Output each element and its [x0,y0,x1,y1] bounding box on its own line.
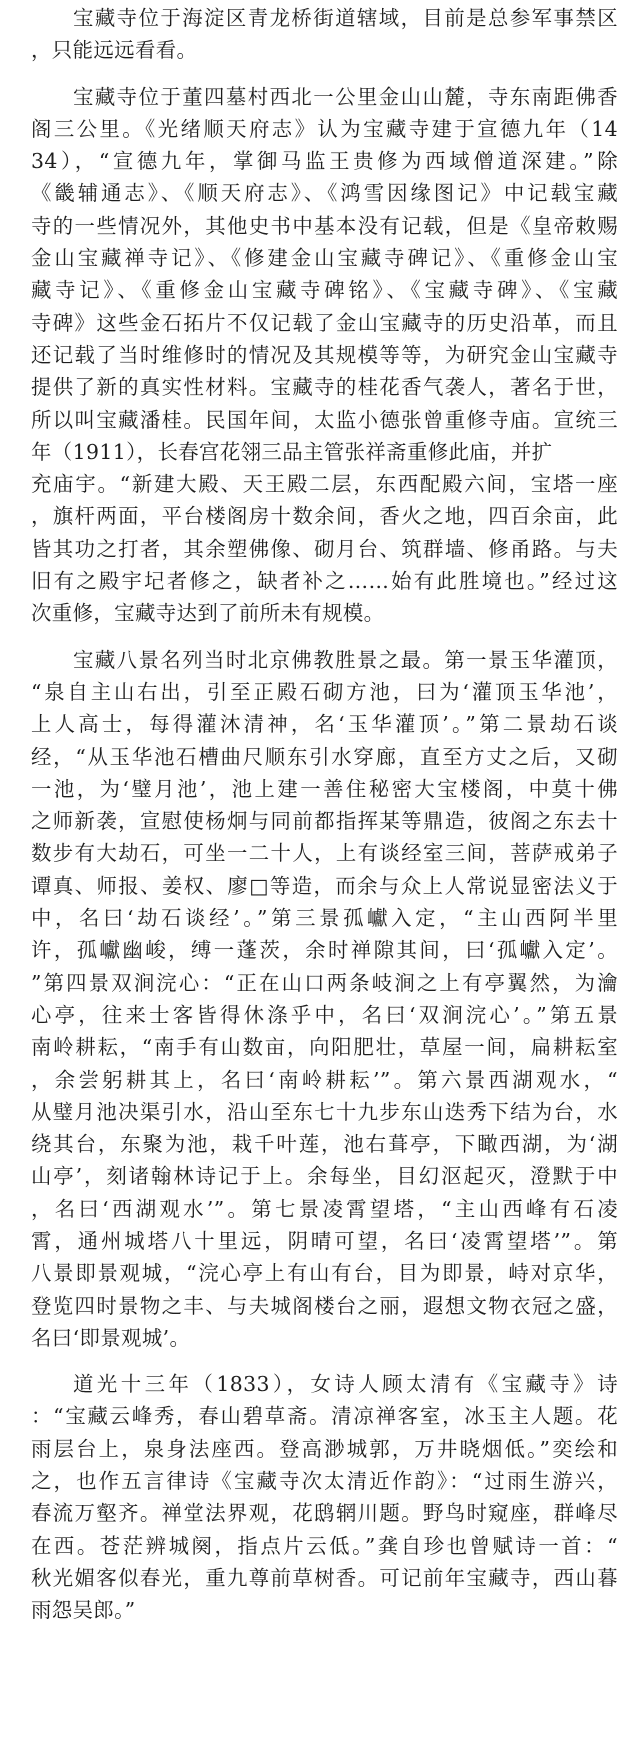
text-line: 次重修，宝藏寺达到了前所未有规模。 [31,601,385,626]
text-line: 阁三公里。《光绪顺天府志》认为宝藏寺建于宣德九年（14 [31,116,618,141]
text-line: 雨层台上，泉身法座西。登高渺城郭，万井晓烟低。”奕绘和 [31,1436,618,1461]
text-line: 中，名曰‘劫石谈经’。”第三景孤巘入定，“主山西阿半里 [31,906,618,931]
text-line: 春流万壑齐。禅堂法界观，花鸱辋川题。野鸟时窥座，群峰尽 [31,1501,618,1526]
text-line: ，旗杆两面，平台楼阁房十数余间，香火之地，四百余亩，此 [31,504,618,529]
text-line: 之，也作五言律诗《宝藏寺次太清近作韵》：“过雨生游兴， [31,1469,618,1494]
text-line: 山亭’，刻诸翰林诗记于上。余每坐，目幻沤起灭，澄默于中 [31,1164,618,1189]
text-line: 经，“从玉华池石槽曲尺顺东引水穿廊，直至方丈之后，又砌 [31,744,618,769]
text-line: 数步有大劫石，可坐一二十人，上有谈经室三间，菩萨戒弟子 [31,841,618,866]
text-line: 寺的一些情况外，其他史书中基本没有记载，但是《皇帝敕赐 [31,213,618,238]
text-line: 旧有之殿宇圮者修之，缺者补之……始有此胜境也。”经过这 [31,569,618,594]
text-line: 许，孤巘幽峻，缚一蓬茨，余时禅隙其间，曰‘孤巘入定’。 [31,938,618,963]
paragraph-2 [31,81,618,630]
text-line: 道光十三年（1833），女诗人顾太清有《宝藏寺》诗 [73,1372,618,1397]
text-line: 皆其功之打者，其余塑佛像、砌月台、筑群墙、修甬路。与夫 [31,536,618,561]
text-line: ，余尝躬耕其上，名曰‘南岭耕耘’”。第六景西湖观水，“ [31,1067,618,1092]
text-line: 34），“宣德九年，掌御马监王贵修为西域僧道深建。”除 [31,149,618,174]
text-line: “泉自主山右出，引至正殿石砌方池，曰为‘灌顶玉华池’， [31,679,618,704]
text-line: 充庙宇。“新建大殿、天王殿二层，东西配殿六间，宝塔一座 [31,472,618,497]
text-line: 一池，为‘璧月池’，池上建一善住秘密大宝楼阁，中莫十佛 [31,776,618,801]
text-line: 还记载了当时维修时的情况及其规模等等，为研究金山宝藏寺 [31,342,618,367]
text-line: 名曰‘即景观城’。 [31,1325,191,1350]
text-line: 宝藏寺位于海淀区青龙桥街道辖域，目前是总参军事禁区 [73,6,618,30]
text-line: 年（1911），长春宫花翎三品主管张祥斋重修此庙，并扩 [31,439,553,464]
text-line: 登览四时景物之丰、与夫城阁楼台之丽，遐想文物衣冠之盛， [31,1293,618,1318]
text-line: 霄，通州城塔八十里远，阴晴可望，名曰‘凌霄望塔’”。第 [31,1228,618,1253]
text-line: 心亭，往来士客皆得休涤乎中，名曰‘双涧浣心’。”第五景 [31,1002,618,1027]
text-line: 提供了新的真实性材料。宝藏寺的桂花香气袭人，著名于世， [31,375,618,400]
text-line: ”第四景双涧浣心：“正在山口两条岐涧之上有亭翼然，为瀹 [31,970,618,995]
text-line: 雨怨吴郎。” [31,1598,136,1623]
text-line: 寺碑》这些金石拓片不仅记载了金山宝藏寺的历史沿革，而且 [31,310,618,335]
paragraph-4 [31,1368,618,1626]
text-line: 绕其台，东聚为池，栽千叶莲，池右葺亭，下瞰西湖，为‘湖 [31,1132,618,1157]
text-line: 藏寺记》、《重修金山宝藏寺碑铭》、《宝藏寺碑》、《宝藏 [31,278,618,303]
text-line: 上人高士，每得灌沐清神，名‘玉华灌顶’。”第二景劫石谈 [31,712,618,737]
text-line: 宝藏八景名列当时北京佛教胜景之最。第一景玉华灌顶， [73,647,618,672]
text-line: 在西。苍茫辨城阕，指点片云低。”龚自珍也曾赋诗一首：“ [31,1533,618,1558]
text-line: 谭真、师报、姜权、廖□等造，而余与众上人常说显密法义于 [31,873,618,898]
text-line: 之师新袭，宣慰使杨炯与同前都指挥某等鼎造，彼阁之东去十 [31,809,618,834]
paragraph-1 [31,2,618,67]
text-line: ：“宝藏云峰秀，春山碧草斋。清凉禅客室，冰玉主人题。花 [31,1404,618,1429]
text-line: 宝藏寺位于董四墓村西北一公里金山山麓，寺东南距佛香 [73,84,618,109]
text-line: ，只能远远看看。 [31,38,198,63]
text-line: 八景即景观城，“浣心亭上有山有台，目为即景，峙对京华， [31,1261,618,1286]
paragraph-3 [31,644,618,1355]
text-line: 所以叫宝藏潘桂。民国年间，太监小德张曾重修寺庙。宣统三 [31,407,618,432]
text-line: ，名曰‘西湖观水’”。第七景凌霄望塔，“主山西峰有石凌 [31,1196,618,1221]
text-line: 《畿辅通志》、《顺天府志》、《鸿雪因缘图记》中记载宝藏 [31,181,618,206]
text-line: 从璧月池决渠引水，沿山至东七十九步东山迭秀下结为台，水 [31,1099,618,1124]
text-line: 秋光媚客似春光，重九尊前草树香。可记前年宝藏寺，西山暮 [31,1565,618,1590]
text-line: 金山宝藏禅寺记》、《修建金山宝藏寺碑记》、《重修金山宝 [31,246,618,271]
text-line: 南岭耕耘，“南手有山数亩，向阳肥壮，草屋一间，扁耕耘室 [31,1035,618,1060]
